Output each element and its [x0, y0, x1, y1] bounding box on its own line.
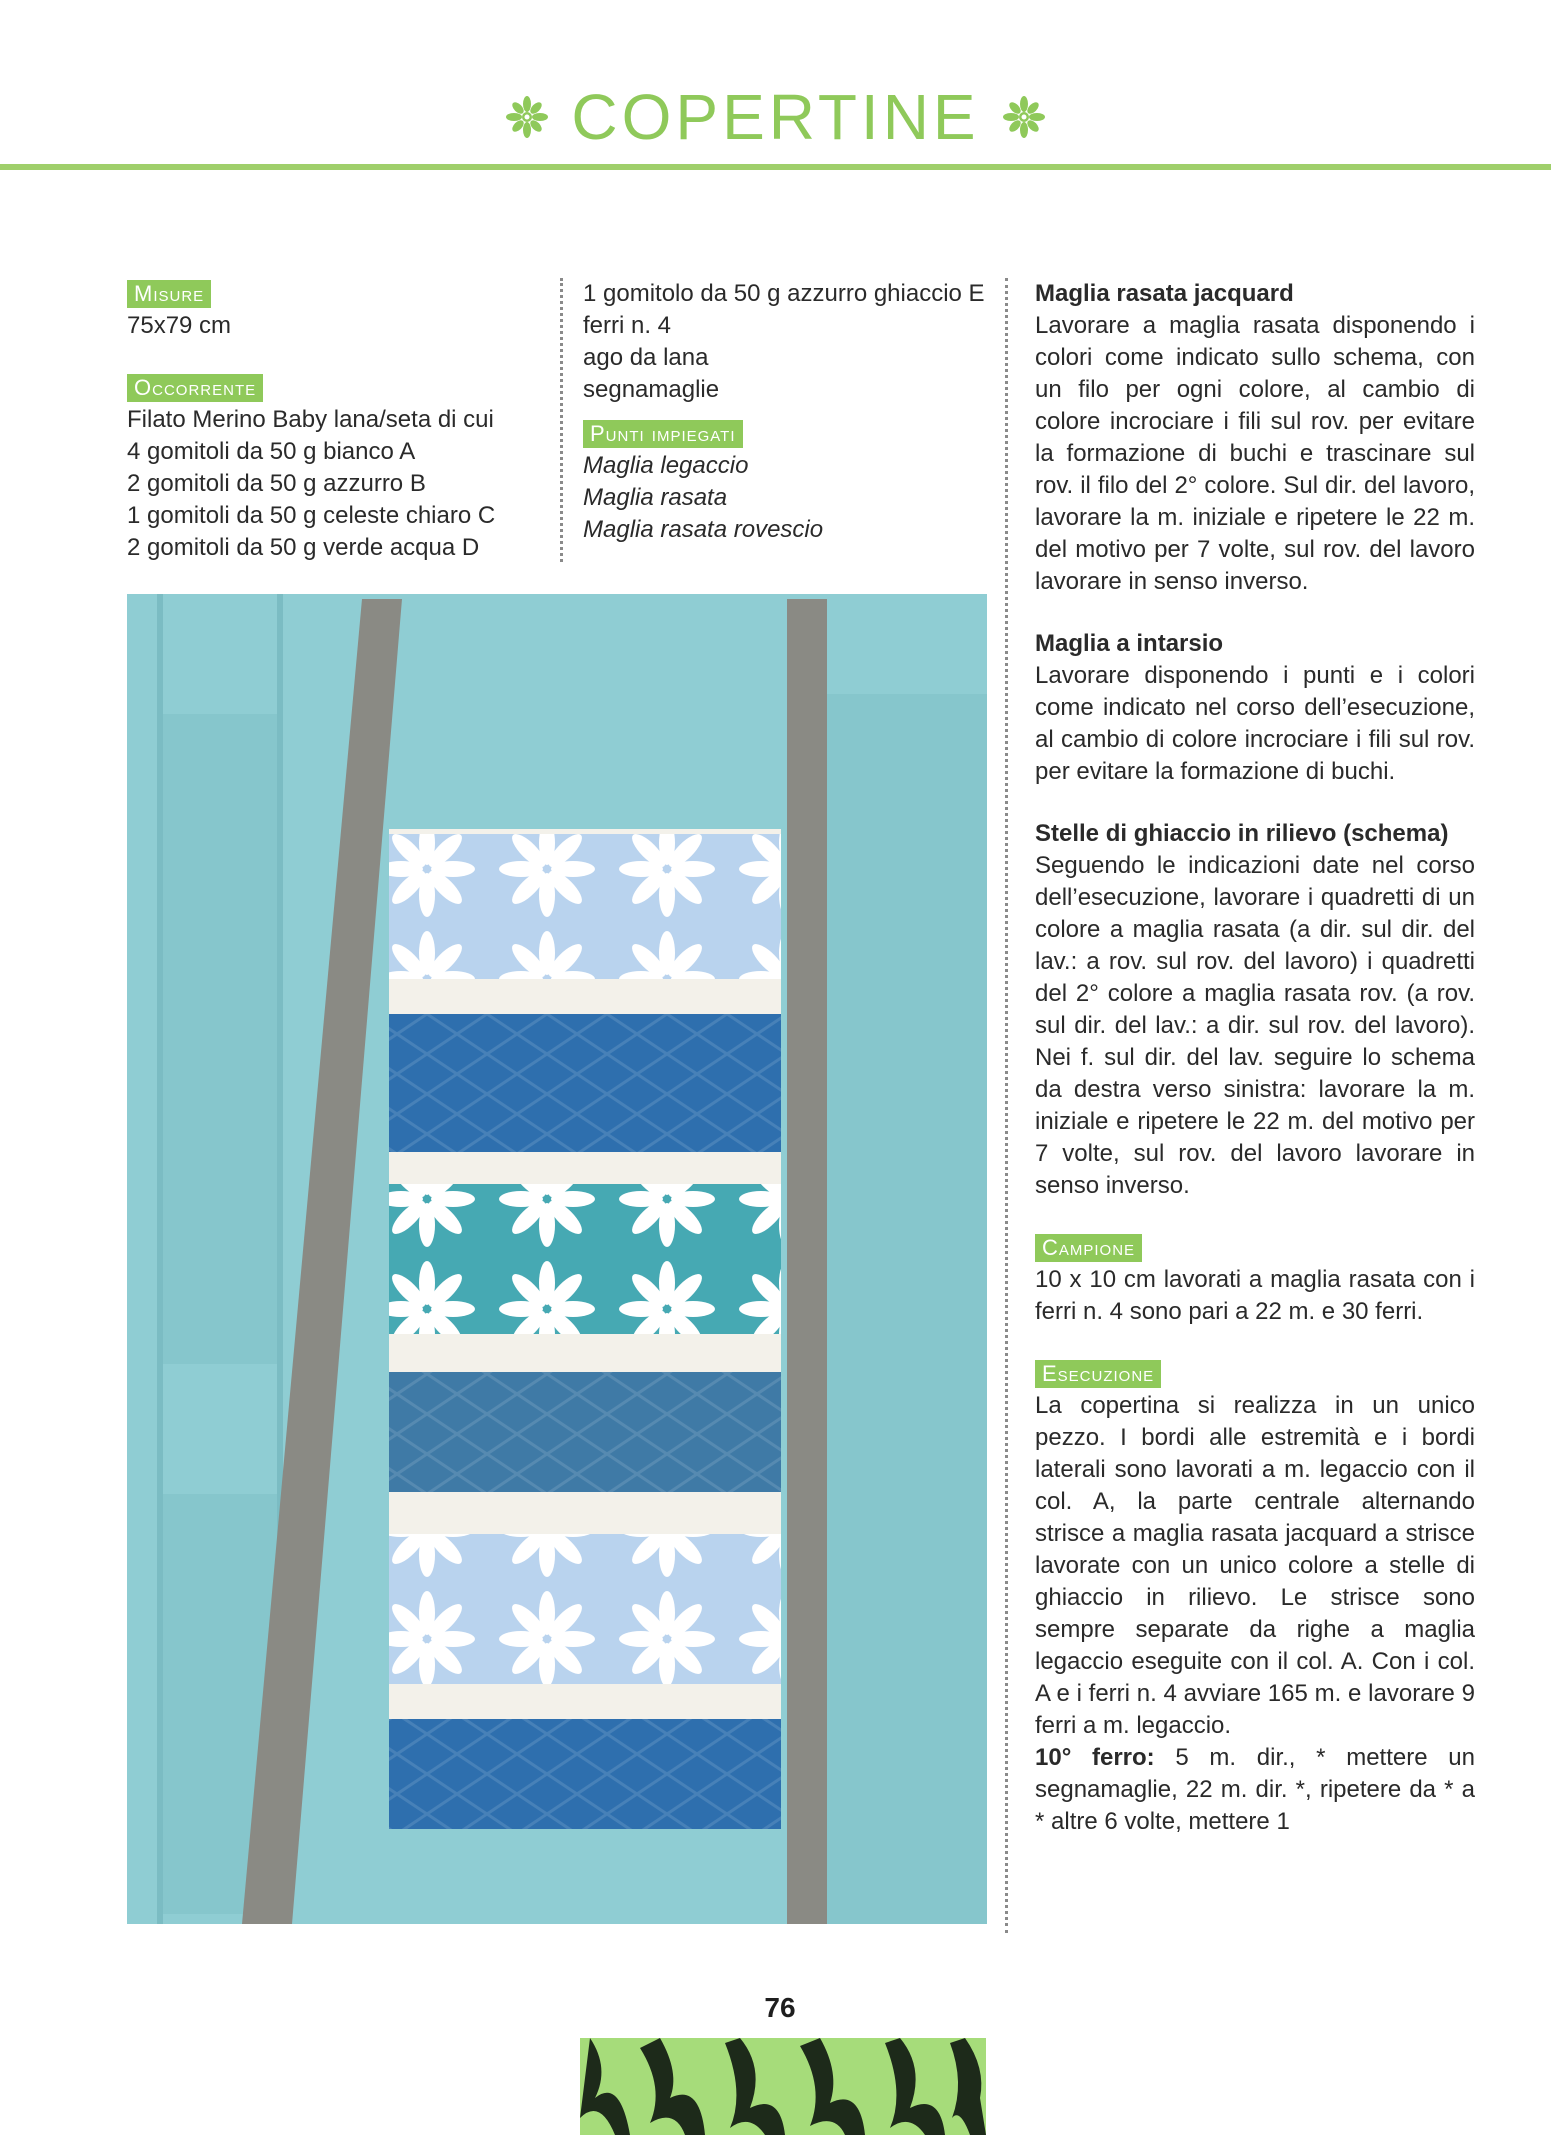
intarsio-heading: Maglia a intarsio: [1035, 630, 1224, 657]
occorrente-label: Occorrente: [127, 374, 263, 402]
misure-value: 75x79 cm: [127, 312, 232, 339]
stelle-text: Seguendo le indicazioni date nel corso dell’esecuzione, lavorare i quadretti di un colore a maglia rasata (a dir. sul dir. del lav.: a rov. sul rov. del lavoro) i quadretti del 2° colore a maglia rasata rov. (a rov. sul dir. del lav.: a dir. sul rov. del lavoro). Nei f. sul dir. del lav. seguire lo schema da destra verso sinistra: lavorare la m. iniziale e ripetere le 22 m. del motivo per 7 volte, sul rov. del lavoro lavorare in senso inverso.: [1035, 852, 1475, 1199]
jacquard-text: Lavorare a maglia rasata disponendo i colori come indicato sullo schema, con un filo per ogni colore, al cambio di colore incrociare i fili sul rov. per evitare la formazione di buchi e trascinare sul rov. il filo del 2° colore. Sul dir. del lavoro, lavorare la m. iniziale e ripetere le 22 m. del motivo per 7 volte, sul rov. del lavoro lavorare in senso inverso.: [1035, 312, 1475, 595]
intarsio-text: Lavorare disponendo i punti e i colori come indicato nel corso dell’esecuzione, al cambio di colore incrociare i fili sul rov. per evitare la formazione di buchi.: [1035, 662, 1475, 785]
footer-pattern: [580, 2038, 986, 2135]
ladder-right-rail: [787, 599, 827, 1924]
materials-column-continued: [560, 278, 1013, 562]
campione-text: 10 x 10 cm lavorati a maglia rasata con i ferri n. 4 sono pari a 22 m. e 30 ferri.: [1035, 1266, 1475, 1325]
material-line: ago da lana: [583, 344, 709, 371]
occorrente-line: 4 gomitoli da 50 g bianco A: [127, 438, 416, 465]
flower-ornament-right-icon: [1002, 95, 1046, 139]
ferro-instruction: [1035, 1742, 1475, 1838]
occorrente-line: 2 gomitoli da 50 g verde acqua D: [127, 534, 480, 561]
ferro-text: 5 m. dir., * mettere un segnamaglie, 22 m. dir. *, ripetere da * a * altre 6 volte, mettere 1: [1035, 1744, 1475, 1835]
page-header: [0, 60, 1551, 170]
instructions-column: [1005, 278, 1475, 1933]
misure-label: Misure: [127, 280, 211, 308]
page-number: 76: [764, 1992, 796, 2023]
occorrente-line: 1 gomitoli da 50 g celeste chiaro C: [127, 502, 496, 529]
stitch-item: Maglia rasata: [583, 484, 728, 511]
material-line: 1 gomitolo da 50 g azzurro ghiaccio E: [583, 280, 985, 307]
material-line: ferri n. 4: [583, 312, 672, 339]
ferro-label: 10° ferro:: [1035, 1744, 1155, 1771]
occorrente-line: Filato Merino Baby lana/seta di cui: [127, 406, 494, 433]
title-wrap: [0, 80, 1551, 154]
esecuzione-label: Esecuzione: [1035, 1360, 1161, 1388]
material-line: segnamaglie: [583, 376, 720, 403]
header-divider: [0, 164, 1551, 170]
jacquard-heading: Maglia rasata jacquard: [1035, 280, 1294, 307]
occorrente-line: 2 gomitoli da 50 g azzurro B: [127, 470, 426, 497]
stitch-item: Maglia legaccio: [583, 452, 749, 479]
stelle-heading: Stelle di ghiaccio in rilievo (schema): [1035, 820, 1449, 847]
page-title: COPERTINE: [571, 81, 980, 153]
flower-ornament-left-icon: [505, 95, 549, 139]
esecuzione-text: La copertina si realizza in un unico pezzo. I bordi alle estremità e i bordi laterali sono lavorati a m. legaccio con il col. A, la parte centrale alternando strisce a maglia rasata jacquard a strisce lavorate con un unico colore a stelle di ghiaccio in rilievo. Le strisce sono sempre separate da righe a maglia legaccio eseguite con il col. A. Con i col. A e i ferri n. 4 avviare 165 m. e lavorare 9 ferri a m. legaccio.: [1035, 1392, 1475, 1739]
blanket: [389, 829, 781, 1829]
blanket-photo: [127, 594, 987, 1924]
campione-label: Campione: [1035, 1234, 1142, 1262]
stitch-item: Maglia rasata rovescio: [583, 516, 824, 543]
punti-impiegati-label: Punti impiegati: [583, 420, 743, 448]
materials-column: [127, 278, 547, 564]
